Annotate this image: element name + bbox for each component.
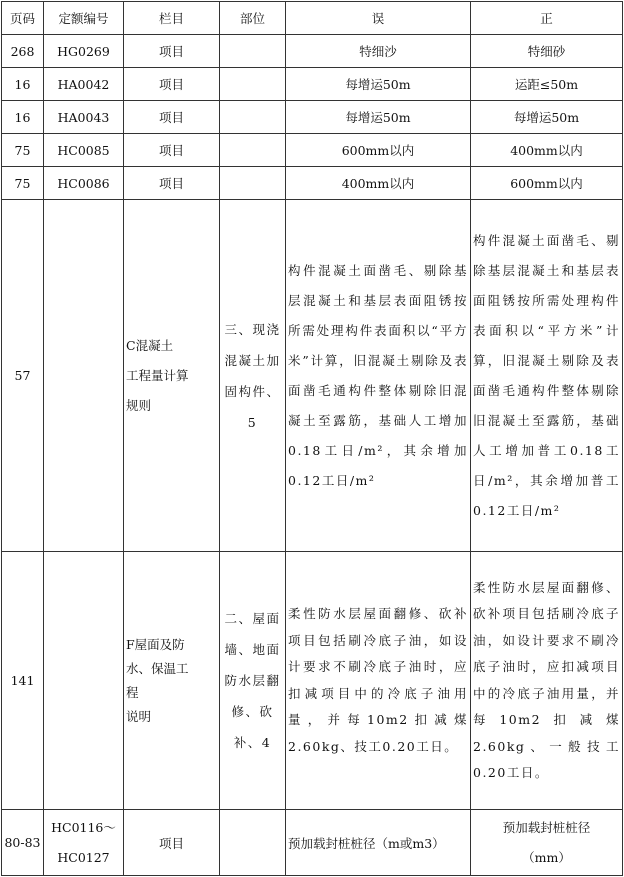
cell-wrong: 每增运50m bbox=[286, 101, 471, 134]
table-row bbox=[2, 68, 623, 101]
header-row bbox=[2, 2, 623, 35]
cell-page: 75 bbox=[2, 167, 44, 200]
cell-column: 项目 bbox=[124, 68, 220, 101]
cell-right: 每增运50m bbox=[471, 101, 623, 134]
cell-page: 268 bbox=[2, 35, 44, 68]
cell-code: HA0043 bbox=[44, 101, 124, 134]
cell-page: 16 bbox=[2, 68, 44, 101]
header-right: 正 bbox=[471, 2, 623, 35]
cell-page: 75 bbox=[2, 134, 44, 167]
header-code: 定额编号 bbox=[44, 2, 124, 35]
table-row bbox=[2, 35, 623, 68]
cell-right: 预加载封桩桩径 （mm） bbox=[471, 810, 623, 876]
cell-part: 二、屋面墙、地面防水层翻修、砍补、4 bbox=[220, 552, 286, 810]
cell-column: 项目 bbox=[124, 810, 220, 876]
cell-wrong: 600mm以内 bbox=[286, 134, 471, 167]
cell-right: 柔性防水层屋面翻修、砍补项目包括刷冷底子油，如设计要求不刷冷底子油时，应扣减项目中的冷底子油用量，并每10m2扣减煤2.60kg、一般技工0.20工日。 bbox=[471, 552, 623, 810]
table-row bbox=[2, 810, 623, 876]
cell-column: 项目 bbox=[124, 101, 220, 134]
header-part: 部位 bbox=[220, 2, 286, 35]
cell-column: C混凝土 工程量计算 规则 bbox=[124, 200, 220, 552]
cell-code bbox=[44, 552, 124, 810]
cell-code: HC0085 bbox=[44, 134, 124, 167]
cell-column: F屋面及防 水、保温工 程 说明 bbox=[124, 552, 220, 810]
cell-column: 项目 bbox=[124, 35, 220, 68]
cell-code: HC0116～ HC0127 bbox=[44, 810, 124, 876]
cell-right: 运距≤50m bbox=[471, 68, 623, 101]
cell-wrong: 400mm以内 bbox=[286, 167, 471, 200]
cell-page: 57 bbox=[2, 200, 44, 552]
header-column: 栏目 bbox=[124, 2, 220, 35]
cell-page: 80-83 bbox=[2, 810, 44, 876]
cell-part bbox=[220, 101, 286, 134]
cell-part bbox=[220, 134, 286, 167]
table-row bbox=[2, 552, 623, 810]
cell-right: 构件混凝土面凿毛、剔除基层混凝土和基层表面阻锈按所需处理构件表面积以“平方米”计算，旧混凝土剔除及表面凿毛通构件整体剔除旧混凝土至露筋，基础人工增加普工0.18工日/m²，其余增加普工0.12工日/m² bbox=[471, 200, 623, 552]
table-row bbox=[2, 134, 623, 167]
cell-part bbox=[220, 167, 286, 200]
cell-part bbox=[220, 35, 286, 68]
table-row bbox=[2, 167, 623, 200]
cell-page: 141 bbox=[2, 552, 44, 810]
cell-right: 400mm以内 bbox=[471, 134, 623, 167]
errata-table bbox=[1, 1, 623, 876]
cell-code bbox=[44, 200, 124, 552]
cell-code: HA0042 bbox=[44, 68, 124, 101]
cell-wrong: 特细沙 bbox=[286, 35, 471, 68]
cell-column: 项目 bbox=[124, 134, 220, 167]
table-row bbox=[2, 200, 623, 552]
cell-column: 项目 bbox=[124, 167, 220, 200]
cell-wrong: 构件混凝土面凿毛、剔除基层混凝土和基层表面阻锈按所需处理构件表面积以“平方米”计算，旧混凝土剔除及表面凿毛通构件整体剔除旧混凝土至露筋，基础人工增加0.18工日/m²，其余增加0.12工日/m² bbox=[286, 200, 471, 552]
table-row bbox=[2, 101, 623, 134]
header-wrong: 误 bbox=[286, 2, 471, 35]
cell-part bbox=[220, 68, 286, 101]
cell-part bbox=[220, 810, 286, 876]
cell-right: 特细砂 bbox=[471, 35, 623, 68]
cell-wrong: 预加载封桩桩径（m或m3） bbox=[286, 810, 471, 876]
cell-code: HG0269 bbox=[44, 35, 124, 68]
cell-page: 16 bbox=[2, 101, 44, 134]
cell-right: 600mm以内 bbox=[471, 167, 623, 200]
cell-part: 三、现浇混凝土加固构件、5 bbox=[220, 200, 286, 552]
cell-wrong: 柔性防水层屋面翻修、砍补项目包括刷冷底子油，如设计要求不刷冷底子油时，应扣减项目中的冷底子油用量，并每10m2扣减煤2.60kg、技工0.20工日。 bbox=[286, 552, 471, 810]
cell-code: HC0086 bbox=[44, 167, 124, 200]
header-page: 页码 bbox=[2, 2, 44, 35]
cell-wrong: 每增运50m bbox=[286, 68, 471, 101]
